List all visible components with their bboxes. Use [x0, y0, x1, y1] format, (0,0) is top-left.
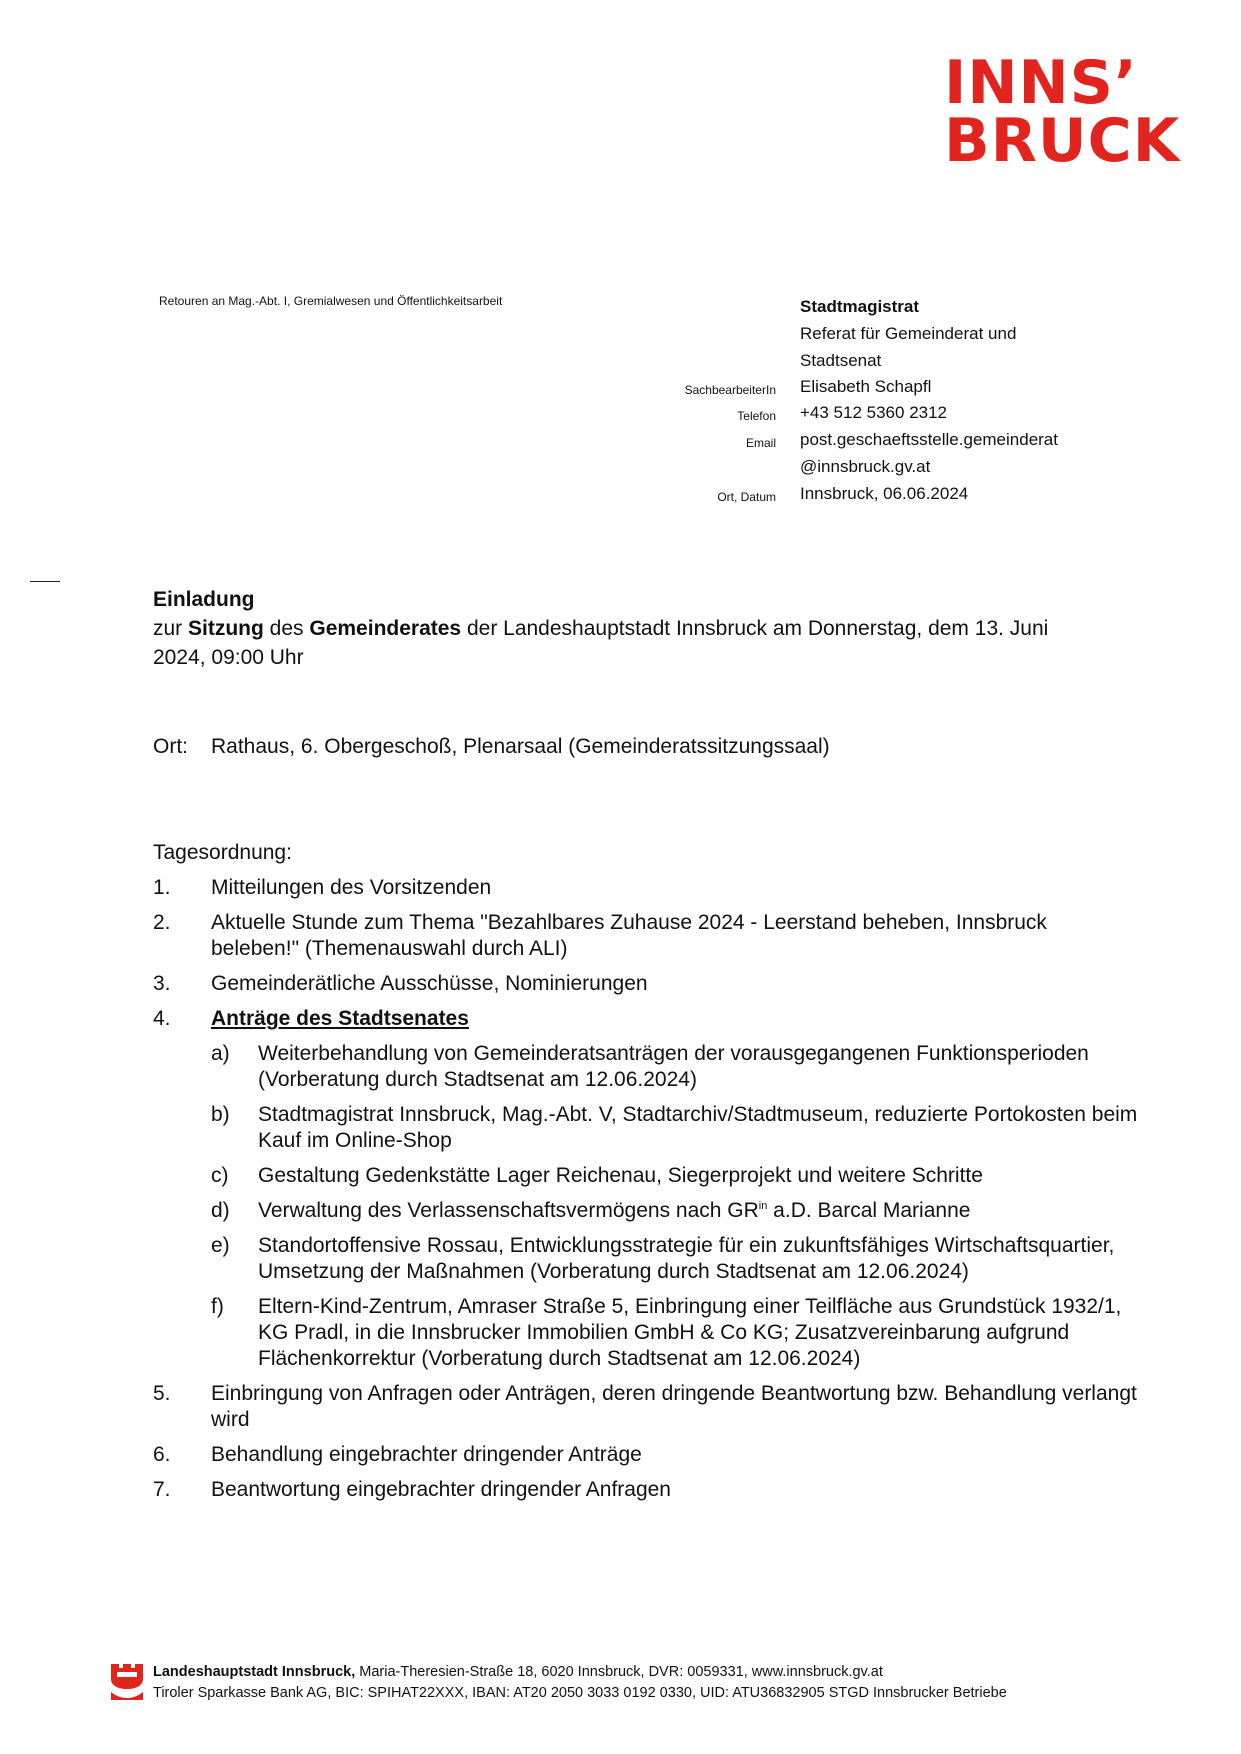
- clerk-label: SachbearbeiterIn: [684, 383, 776, 397]
- subitem-letter: c): [211, 1164, 229, 1187]
- item-text: Mitteilungen des Vorsitzenden: [211, 876, 492, 899]
- agenda-label: Tagesordnung:: [153, 841, 292, 864]
- agenda-subitem: [153, 1041, 1138, 1093]
- agenda-subitem: [153, 1163, 1138, 1189]
- item-text: Einbringung von Anfragen oder Anträgen, deren dringende Beantwortung bzw. Behandlung verlangt wird: [211, 1382, 1137, 1431]
- heading-text-2: des: [263, 617, 310, 640]
- agenda-item: [153, 1477, 1138, 1503]
- footer-org: Landeshauptstadt Innsbruck,: [153, 1664, 356, 1680]
- invitation-title: Einladung: [153, 588, 255, 611]
- item-text: Anträge des Stadtsenates: [211, 1007, 469, 1030]
- subitem-text-post: a.D. Barcal Marianne: [767, 1199, 971, 1222]
- phone-value: +43 512 5360 2312: [800, 403, 948, 422]
- item-number: 5.: [153, 1382, 171, 1405]
- sender-department-line-1: Referat für Gemeinderat und: [800, 324, 1017, 343]
- agenda-subitem: [153, 1198, 1138, 1224]
- subitem-letter: e): [211, 1234, 230, 1257]
- subitem-text: [258, 1199, 970, 1222]
- footer-address: Maria-Theresien-Straße 18, 6020 Innsbruck, DVR: 0059331, www.innsbruck.gv.at: [355, 1664, 883, 1680]
- agenda-subitem: [153, 1233, 1138, 1285]
- subitem-letter: f): [211, 1295, 224, 1318]
- item-number: 7.: [153, 1478, 171, 1501]
- subitem-letter: a): [211, 1042, 230, 1065]
- item-text: Beantwortung eingebrachter dringender Anfragen: [211, 1478, 671, 1501]
- subitem-text: Standortoffensive Rossau, Entwicklungsstrategie für ein zukunftsfähiges Wirtschaftsquartier, Umsetzung der Maßnahmen (Vorberatung durch Stadtsenat am 12.06.2024): [258, 1234, 1115, 1283]
- heading-text-3: der Landeshauptstadt Innsbruck am Donnerstag, dem 13. Juni 2024, 09:00 Uhr: [153, 617, 1049, 669]
- sender-title: Stadtmagistrat: [800, 297, 920, 316]
- meeting-location: [153, 732, 830, 761]
- agenda-item: [153, 910, 1138, 962]
- date-label: Ort, Datum: [717, 490, 776, 504]
- footer: [153, 1662, 1007, 1704]
- email-label: Email: [745, 436, 776, 450]
- subitem-letter: b): [211, 1103, 230, 1126]
- item-text: Aktuelle Stunde zum Thema "Bezahlbares Zuhause 2024 - Leerstand beheben, Innsbruck beleben!" (Themenauswahl durch ALI): [211, 911, 1047, 960]
- agenda-item: [153, 1381, 1138, 1433]
- phone-label: Telefon: [737, 409, 776, 423]
- item-text: Behandlung eingebrachter dringender Anträge: [211, 1443, 642, 1466]
- agenda-list: [153, 875, 1138, 1512]
- logo-line-1: INNS’: [944, 48, 1138, 118]
- innsbruck-logo: [944, 48, 1190, 176]
- sender-block: [800, 293, 1016, 374]
- agenda-item: [153, 1442, 1138, 1468]
- invitation-heading: [153, 585, 1073, 672]
- subitem-text: Stadtmagistrat Innsbruck, Mag.-Abt. V, Stadtarchiv/Stadtmuseum, reduzierte Portokosten beim Kauf im Online-Shop: [258, 1103, 1138, 1152]
- return-address-line: Retouren an Mag.-Abt. I, Gremialwesen und Öffentlichkeitsarbeit: [159, 294, 503, 308]
- date-value: Innsbruck, 06.06.2024: [800, 484, 969, 503]
- subitem-letter: d): [211, 1199, 230, 1222]
- subitem-text: Weiterbehandlung von Gemeinderatsanträgen der vorausgegangenen Funktionsperioden (Vorberatung durch Stadtsenat am 12.06.2024): [258, 1042, 1089, 1091]
- heading-bold-2: Gemeinderates: [309, 617, 462, 640]
- city-crest-icon: [110, 1661, 144, 1701]
- superscript: in: [758, 1200, 768, 1212]
- footer-bank: Tiroler Sparkasse Bank AG, BIC: SPIHAT22XXX, IBAN: AT20 2050 3033 0192 0330, UID: ATU36832905 STGD Innsbrucker Betriebe: [153, 1685, 1007, 1701]
- item-text: Gemeinderätliche Ausschüsse, Nominierungen: [211, 972, 648, 995]
- subitem-text: Gestaltung Gedenkstätte Lager Reichenau, Siegerprojekt und weitere Schritte: [258, 1164, 983, 1187]
- sender-department-line-2: Stadtsenat: [800, 351, 882, 370]
- agenda-item: [153, 971, 1138, 997]
- logo-line-2: BRUCK: [944, 106, 1181, 176]
- location-label: Ort:: [153, 735, 188, 758]
- location-value: Rathaus, 6. Obergeschoß, Plenarsaal (Gemeinderatssitzungssaal): [211, 735, 830, 758]
- clerk-value: Elisabeth Schapfl: [800, 377, 932, 396]
- agenda-item: [153, 1006, 1138, 1032]
- item-number: 1.: [153, 876, 171, 899]
- footer-line-1: [153, 1662, 1007, 1683]
- subitem-text: Eltern-Kind-Zentrum, Amraser Straße 5, Einbringung einer Teilfläche aus Grundstück 1932/1, KG Pradl, in die Innsbrucker Immobilien GmbH & Co KG; Zusatzvereinbarung aufgrund Flächenkorrektur (Vorberatung durch Stadtsenat am 12.06.2024): [258, 1295, 1122, 1370]
- fold-mark: [30, 581, 60, 582]
- subitem-text-pre: Verwaltung des Verlassenschaftsvermögens nach GR: [258, 1199, 759, 1222]
- item-number: 6.: [153, 1443, 171, 1466]
- agenda-subitem: [153, 1294, 1138, 1372]
- item-number: 2.: [153, 911, 171, 934]
- email-value-line-1: post.geschaeftsstelle.gemeinderat: [800, 430, 1058, 449]
- agenda-item: [153, 875, 1138, 901]
- item-number: 3.: [153, 972, 171, 995]
- heading-bold-1: Sitzung: [188, 617, 264, 640]
- email-value-line-2: @innsbruck.gv.at: [800, 457, 931, 476]
- item-number: 4.: [153, 1007, 171, 1030]
- heading-text-1: zur: [153, 617, 189, 640]
- agenda-subitem: [153, 1102, 1138, 1154]
